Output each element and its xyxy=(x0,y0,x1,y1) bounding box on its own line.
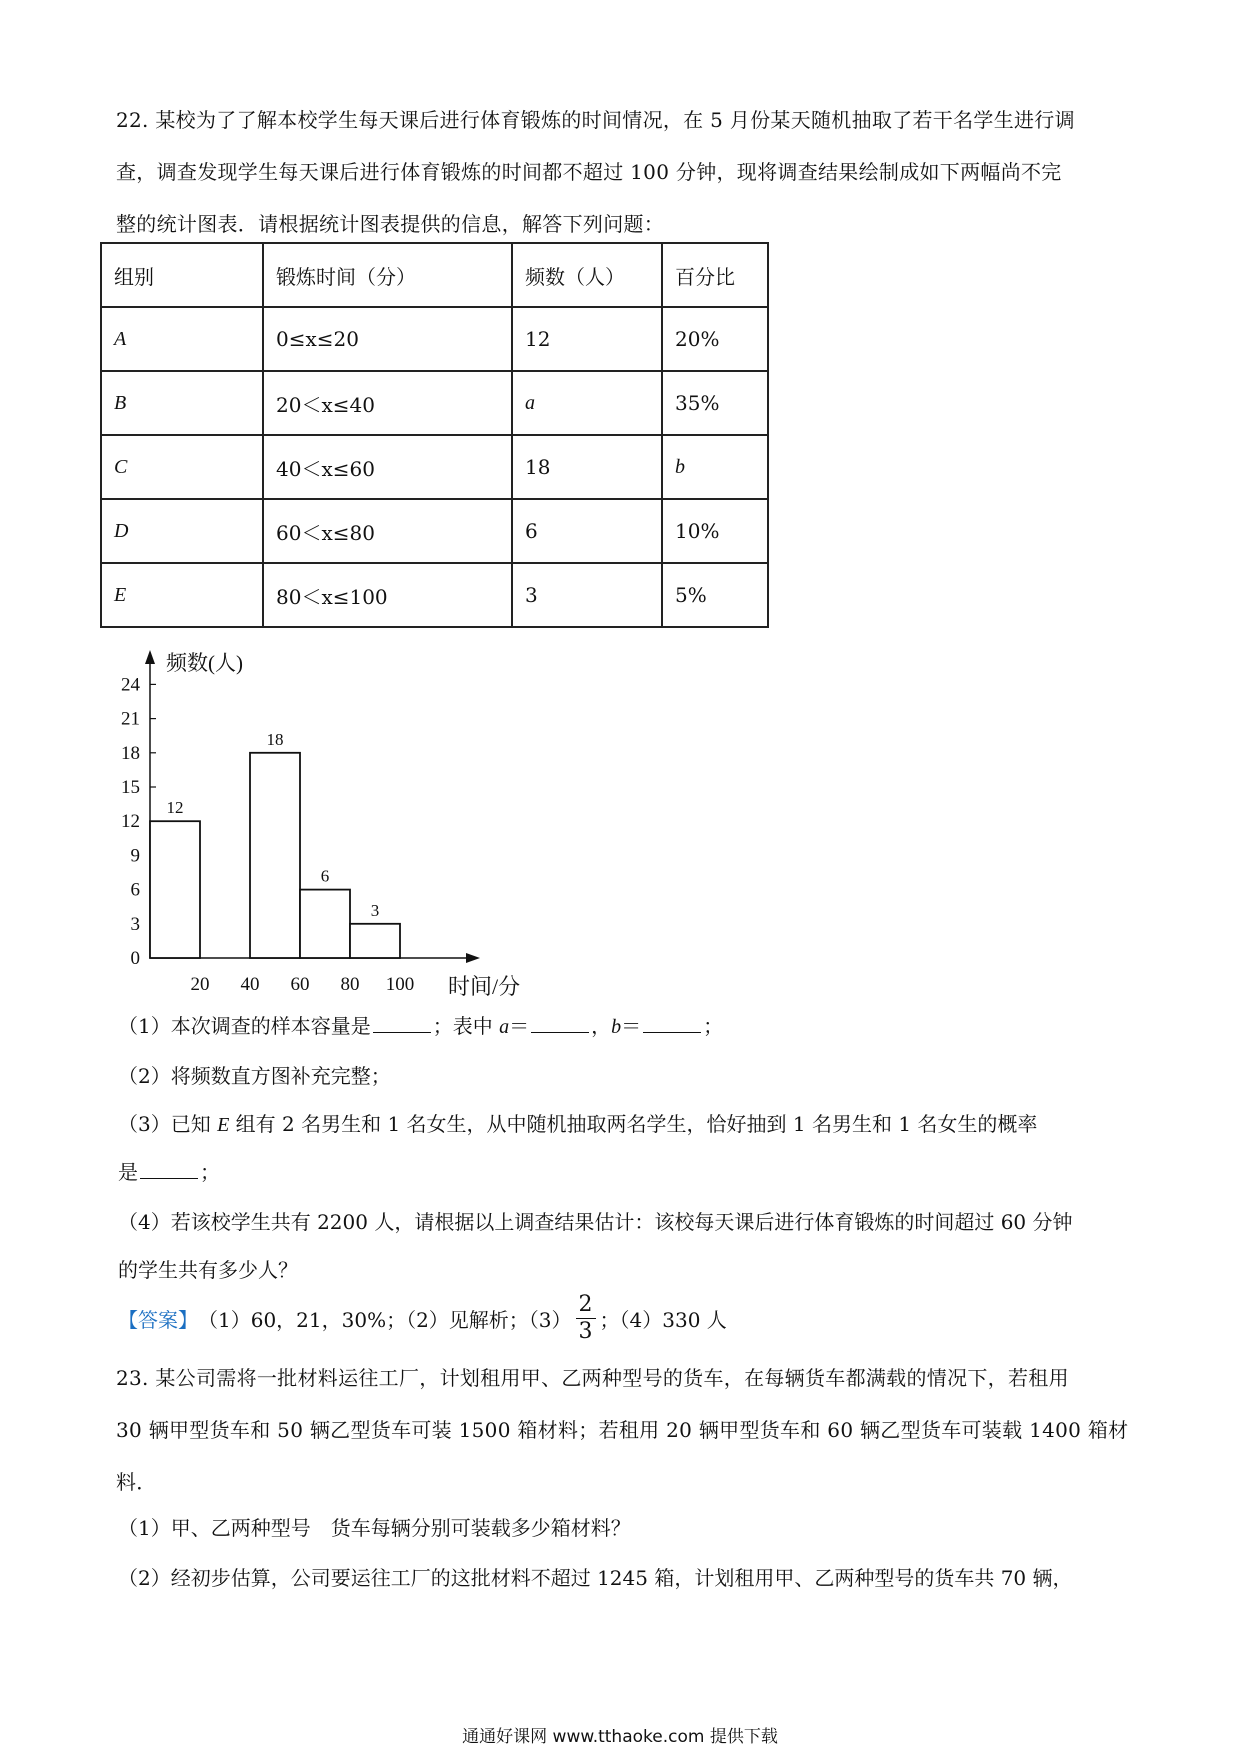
sub1-text-4: ， xyxy=(591,1014,612,1038)
q22-sub1 xyxy=(118,1010,723,1039)
q22-line-3: 整的统计图表．请根据统计图表提供的信息，解答下列问题： xyxy=(116,212,665,236)
y-axis-label: 频数(人) xyxy=(166,651,243,675)
sub1-text-2: ；表中 xyxy=(432,1014,500,1038)
cell-group: A xyxy=(101,307,263,371)
cell-group: D xyxy=(101,499,263,563)
bar-value-label: 6 xyxy=(320,866,330,886)
y-tick-label: 21 xyxy=(121,708,140,730)
q23-line-3: 料． xyxy=(116,1470,157,1494)
y-axis-arrow xyxy=(145,650,155,664)
cell-frequency: 18 xyxy=(512,435,662,499)
x-tick-label: 60 xyxy=(290,974,310,995)
blank-sample-size xyxy=(373,1014,431,1033)
fraction-numerator: 2 xyxy=(576,1292,596,1319)
cell-time: 60＜x≤80 xyxy=(263,499,512,563)
x-tick-label: 80 xyxy=(340,974,360,995)
q23-sub2: （2）经初步估算，公司要运往工厂的这批材料不超过 1245 箱，计划租用甲、乙两种型号的货车共 70 辆， xyxy=(118,1566,1073,1590)
answer-text-1: （1）60，21，30%；（2）见解析；（3） xyxy=(198,1308,572,1332)
sub3-text-1: （3）已知 xyxy=(118,1112,218,1136)
page-footer: 通通好课网 www.tthaoke.com 提供下载 xyxy=(462,1727,778,1747)
histogram-bar xyxy=(300,890,350,958)
cell-frequency: a xyxy=(512,371,662,435)
cell-percent: b xyxy=(662,435,768,499)
sub1-text-5: ＝ xyxy=(621,1014,642,1038)
bar-value-label: 3 xyxy=(370,900,380,920)
cell-time: 0≤x≤20 xyxy=(263,307,512,371)
x-tick-label: 20 xyxy=(190,974,210,995)
cell-time: 20＜x≤40 xyxy=(263,371,512,435)
q22-sub3 xyxy=(118,1108,1037,1137)
sub1-text-1: （1）本次调查的样本容量是 xyxy=(118,1014,371,1038)
x-tick-label: 100 xyxy=(385,974,415,995)
x-tick-label: 40 xyxy=(240,974,260,995)
sub1-text-3: ＝ xyxy=(509,1014,530,1038)
var-a: a xyxy=(499,1016,510,1038)
cell-frequency: 6 xyxy=(512,499,662,563)
header-frequency: 频数（人） xyxy=(512,243,662,307)
q22-sub2: （2）将频数直方图补充完整； xyxy=(118,1064,391,1088)
histogram-bar xyxy=(150,821,200,958)
cell-percent: 10% xyxy=(662,499,768,563)
q22-sub4-line-1: （4）若该校学生共有 2200 人，请根据以上调查结果估计：该校每天课后进行体育锻炼的时间超过 60 分钟 xyxy=(118,1210,1073,1234)
x-axis-arrow xyxy=(466,953,480,963)
q22-sub4-line-2: 的学生共有多少人？ xyxy=(118,1258,298,1282)
y-tick-label: 24 xyxy=(121,674,140,696)
blank-b xyxy=(643,1014,701,1033)
fraction-denominator: 3 xyxy=(578,1319,593,1344)
header-time: 锻炼时间（分） xyxy=(263,243,512,307)
q22-line-2: 查，调查发现学生每天课后进行体育锻炼的时间都不超过 100 分钟，现将调查结果绘制成如下两幅尚不完 xyxy=(116,160,1062,184)
q23-line-1: 23. 某公司需将一批材料运往工厂，计划租用甲、乙两种型号的货车，在每辆货车都满载的情况下，若租用 xyxy=(116,1366,1069,1390)
answer-fraction xyxy=(576,1292,596,1345)
answer-key: 【答案】 xyxy=(118,1308,198,1332)
cell-group: C xyxy=(101,435,263,499)
y-tick-label: 12 xyxy=(121,811,140,833)
sub1-text-6: ； xyxy=(703,1014,724,1038)
q23-sub1: （1）甲、乙两种型号 货车每辆分别可装载多少箱材料？ xyxy=(118,1516,631,1540)
cell-group: E xyxy=(101,563,263,627)
cell-group: B xyxy=(101,371,263,435)
q22-line-1: 22. 某校为了了解本校学生每天课后进行体育锻炼的时间情况，在 5 月份某天随机抽取了若干名学生进行调 xyxy=(116,108,1075,132)
x-axis-label: 时间/分 xyxy=(448,974,521,999)
sub3-text-4: ； xyxy=(200,1160,220,1184)
blank-a xyxy=(531,1014,589,1033)
cell-percent: 35% xyxy=(662,371,768,435)
header-group: 组别 xyxy=(101,243,263,307)
cell-time: 40＜x≤60 xyxy=(263,435,512,499)
q22-answer xyxy=(118,1292,727,1345)
var-e: E xyxy=(217,1114,230,1136)
y-tick-label: 0 xyxy=(130,948,140,969)
histogram-bar xyxy=(350,924,400,958)
cell-frequency: 3 xyxy=(512,563,662,627)
cell-time: 80＜x≤100 xyxy=(263,563,512,627)
q23-intro xyxy=(116,1352,1136,1508)
blank-probability xyxy=(140,1160,198,1179)
y-tick-label: 9 xyxy=(130,845,140,867)
histogram-bar xyxy=(250,753,300,958)
answer-text-2: ；（4）330 人 xyxy=(599,1308,727,1332)
cell-percent: 20% xyxy=(662,307,768,371)
y-tick-label: 6 xyxy=(130,879,140,901)
sub3-text-3: 是 xyxy=(118,1160,138,1184)
header-percent: 百分比 xyxy=(662,243,768,307)
q23-line-2: 30 辆甲型货车和 50 辆乙型货车可装 1500 箱材料；若租用 20 辆甲型货车和 60 辆乙型货车可装载 1400 箱材 xyxy=(116,1418,1129,1442)
cell-percent: 5% xyxy=(662,563,768,627)
y-tick-label: 3 xyxy=(130,913,140,935)
bar-value-label: 12 xyxy=(166,798,184,818)
y-tick-label: 15 xyxy=(121,777,140,798)
sub3-text-2: 组有 2 名男生和 1 名女生，从中随机抽取两名学生，恰好抽到 1 名男生和 1 名女生的概率 xyxy=(229,1112,1038,1136)
bar-value-label: 18 xyxy=(266,729,284,749)
cell-frequency: 12 xyxy=(512,307,662,371)
y-tick-label: 18 xyxy=(121,742,140,764)
q22-sub3-cont xyxy=(118,1156,220,1185)
var-b: b xyxy=(611,1016,622,1038)
